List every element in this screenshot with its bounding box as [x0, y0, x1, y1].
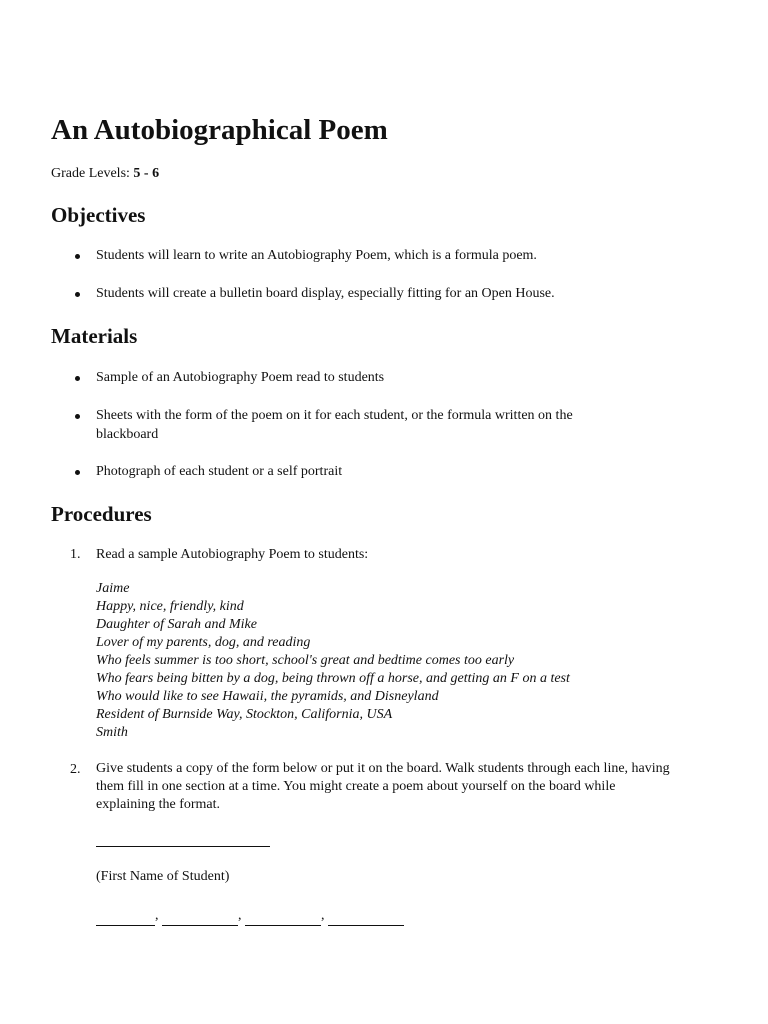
poem-line: Smith	[96, 725, 128, 740]
adjective-blank	[162, 911, 238, 926]
poem-line: Who would like to see Hawaii, the pyramids, and Disneyland	[96, 689, 439, 704]
objectives-heading: Objectives	[51, 203, 146, 227]
document-title: An Autobiographical Poem	[51, 114, 388, 146]
procedure-step: Give students a copy of the form below or put it on the board. Walk students through each line, having them fill in one section at a time. You might create a poem about yourself on the board while explaining the format.	[96, 761, 670, 812]
grade-levels-value: 5 - 6	[133, 166, 160, 181]
materials-heading: Materials	[51, 324, 138, 348]
poem-line: Resident of Burnside Way, Stockton, California, USA	[96, 707, 393, 722]
comma-separator: ,	[155, 908, 159, 923]
procedure-step: Read a sample Autobiography Poem to students:	[96, 547, 369, 562]
comma-separator: ,	[321, 908, 325, 923]
poem-line: Daughter of Sarah and Mike	[96, 617, 257, 632]
material-item: Photograph of each student or a self portrait	[96, 464, 343, 479]
comma-separator: ,	[238, 908, 242, 923]
adjective-blank	[328, 911, 404, 926]
bullet-icon	[75, 376, 80, 381]
bullet-icon	[75, 292, 80, 297]
bullet-icon	[75, 470, 80, 475]
first-name-caption: (First Name of Student)	[96, 869, 230, 884]
first-name-blank	[96, 846, 270, 847]
step-number: 2.	[70, 762, 81, 777]
objective-item: Students will create a bulletin board display, especially fitting for an Open House.	[96, 286, 555, 301]
bullet-icon	[75, 254, 80, 259]
poem-line: Lover of my parents, dog, and reading	[96, 635, 311, 650]
procedures-heading: Procedures	[51, 502, 152, 526]
objective-item: Students will learn to write an Autobiography Poem, which is a formula poem.	[96, 248, 537, 263]
sample-poem	[96, 580, 570, 742]
poem-line: Happy, nice, friendly, kind	[96, 599, 244, 614]
material-item: Sample of an Autobiography Poem read to students	[96, 370, 385, 385]
grade-levels-label: Grade Levels:	[51, 166, 130, 181]
material-item: Sheets with the form of the poem on it for each student, or the formula written on the blackboard	[96, 408, 573, 442]
step-number: 1.	[70, 547, 81, 562]
grade-levels	[51, 164, 159, 184]
poem-line: Jaime	[96, 581, 130, 596]
poem-line: Who fears being bitten by a dog, being thrown off a horse, and getting an F on a test	[96, 671, 570, 686]
adjective-blank	[245, 911, 321, 926]
bullet-icon	[75, 414, 80, 419]
adjective-blanks	[96, 906, 404, 926]
adjective-blank	[96, 911, 155, 926]
poem-line: Who feels summer is too short, school's great and bedtime comes too early	[96, 653, 515, 668]
